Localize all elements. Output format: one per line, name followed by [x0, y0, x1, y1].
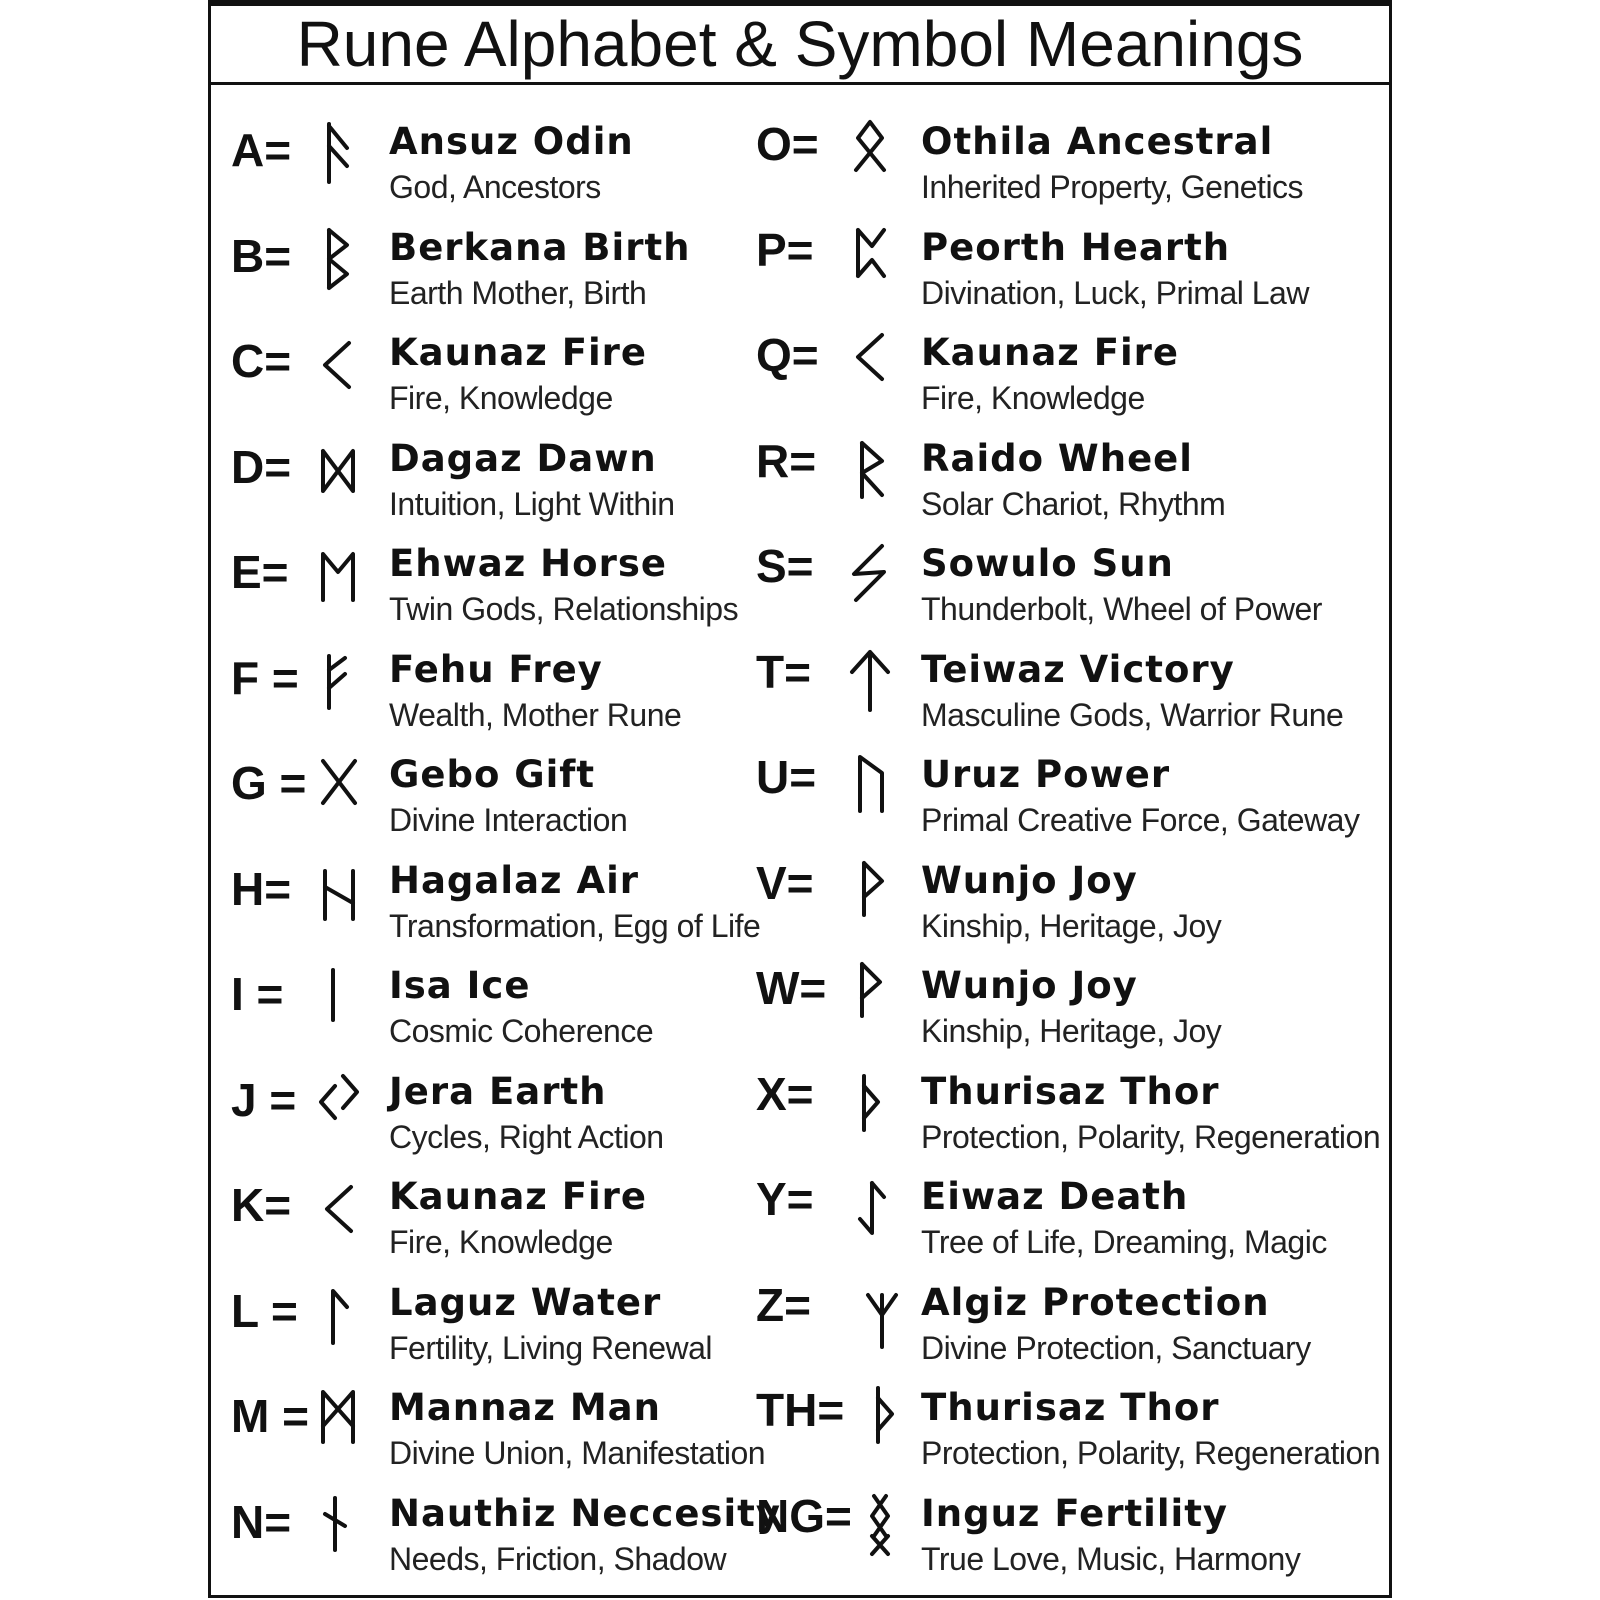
rune-name: Ansuz Odin: [389, 120, 634, 163]
kaunaz-rune-icon: [317, 1175, 363, 1241]
entry-letter: O=: [756, 118, 819, 170]
rune-entry: [231, 534, 771, 640]
rune-name: Kaunaz Fire: [921, 331, 1180, 374]
othila-rune-icon: [848, 120, 894, 186]
left-column: [231, 112, 781, 1589]
jera-rune-icon: [317, 1070, 363, 1136]
rune-meaning: Protection, Polarity, Regeneration: [921, 1118, 1381, 1155]
rune-name: Inguz Fertility: [921, 1491, 1229, 1535]
rune-name: Thurisaz Thor: [921, 1386, 1220, 1429]
entry-letter: P=: [756, 223, 814, 276]
rune-meaning: Cosmic Coherence: [389, 1013, 654, 1049]
rune-entry: [756, 851, 1376, 957]
rune-meaning: Cycles, Right Action: [389, 1118, 664, 1155]
rune-entry: [756, 1378, 1381, 1484]
rune-meaning: Kinship, Heritage, Joy: [921, 1013, 1222, 1049]
rune-entry: [756, 1484, 1376, 1590]
rune-name: Teiwaz Victory: [921, 647, 1235, 691]
rune-name: Raido Wheel: [921, 436, 1193, 480]
thurisaz-rune-icon: [848, 1386, 894, 1452]
rune-name: Gebo Gift: [389, 753, 596, 796]
rune-name: Fehu Frey: [389, 647, 603, 691]
rune-name: Wunjo Joy: [921, 964, 1138, 1007]
mannaz-rune-icon: [317, 1386, 363, 1452]
rune-name: Thurisaz Thor: [921, 1069, 1220, 1113]
rune-name: Berkana Birth: [389, 225, 691, 269]
rune-meaning: Earth Mother, Birth: [389, 274, 647, 311]
rune-entry: [756, 323, 1376, 429]
entry-letter: J =: [231, 1073, 297, 1126]
entry-letter: A=: [231, 124, 292, 176]
rune-entry: [756, 1167, 1376, 1273]
rune-meaning: Intuition, Light Within: [389, 485, 675, 522]
rune-name: Mannaz Man: [389, 1386, 661, 1429]
wunjo-rune-icon: [848, 964, 894, 1030]
rune-meaning: Fertility, Living Renewal: [389, 1329, 713, 1366]
entry-letter: K=: [231, 1179, 292, 1231]
entry-letter: Q=: [756, 329, 819, 381]
rune-meaning: Thunderbolt, Wheel of Power: [921, 591, 1322, 627]
entry-letter: W=: [756, 962, 827, 1014]
rune-meaning: True Love, Music, Harmony: [921, 1540, 1301, 1577]
rune-entry: [231, 1167, 771, 1273]
rune-entry: [756, 112, 1376, 218]
rune-meaning: Solar Chariot, Rhythm: [921, 485, 1226, 522]
rune-name: Peorth Hearth: [921, 225, 1231, 269]
rune-meaning: Divination, Luck, Primal Law: [921, 274, 1309, 311]
entry-letter: E=: [231, 546, 289, 598]
rune-meaning: Divine Protection, Sanctuary: [921, 1329, 1311, 1366]
rune-name: Laguz Water: [389, 1280, 662, 1324]
rune-entry: [231, 323, 771, 429]
rune-meaning: God, Ancestors: [389, 169, 601, 205]
rune-name: Kaunaz Fire: [389, 1175, 648, 1218]
entry-letter: S=: [756, 540, 814, 592]
entry-letter: M =: [231, 1390, 309, 1442]
entry-letter: Z=: [756, 1278, 811, 1331]
entry-letter: X=: [756, 1067, 814, 1120]
rune-name: Kaunaz Fire: [389, 331, 648, 374]
rune-meaning: Wealth, Mother Rune: [389, 696, 682, 733]
entry-letter: N=: [231, 1495, 292, 1548]
entry-letter: H=: [231, 862, 292, 915]
rune-name: Dagaz Dawn: [389, 436, 657, 480]
rune-entry: [231, 851, 771, 957]
entry-letter: B=: [231, 229, 292, 282]
rune-entry: [231, 112, 771, 218]
rune-meaning: Tree of Life, Dreaming, Magic: [921, 1224, 1327, 1260]
rune-name: Isa Ice: [389, 964, 531, 1007]
rune-name: Wunjo Joy: [921, 858, 1138, 902]
rune-meaning: Twin Gods, Relationships: [389, 591, 739, 627]
rune-entry: [756, 745, 1376, 851]
rune-entry: [756, 640, 1376, 746]
fehu-rune-icon: [317, 648, 363, 714]
sowulo-rune-icon: [848, 542, 894, 608]
rune-meaning: Fire, Knowledge: [389, 1224, 613, 1260]
rune-name: Eiwaz Death: [921, 1175, 1189, 1218]
nauthiz-rune-icon: [317, 1492, 363, 1558]
rune-name: Hagalaz Air: [389, 858, 640, 902]
entry-letter: I =: [231, 968, 284, 1020]
rune-meaning: Masculine Gods, Warrior Rune: [921, 696, 1344, 733]
page-title: Rune Alphabet & Symbol Meanings: [211, 6, 1389, 85]
rune-entry: [231, 1273, 771, 1379]
rune-name: Ehwaz Horse: [389, 542, 667, 585]
inguz-rune-icon: [848, 1492, 894, 1558]
rune-name: Nauthiz Neccesity: [389, 1491, 781, 1535]
rune-name: Sowulo Sun: [921, 542, 1174, 585]
entry-letter: D=: [231, 440, 292, 493]
rune-entry: [756, 218, 1376, 324]
entry-letter: V=: [756, 856, 814, 909]
rune-name: Jera Earth: [389, 1069, 607, 1113]
entry-letter: C=: [231, 335, 292, 387]
entry-letter: NG=: [756, 1489, 852, 1542]
rune-entry: [231, 1484, 781, 1590]
hagalaz-rune-icon: [317, 859, 363, 925]
entry-letter: G =: [231, 757, 307, 809]
peorth-rune-icon: [848, 226, 894, 292]
rune-meaning: Fire, Knowledge: [921, 380, 1145, 416]
rune-entry: [756, 429, 1376, 535]
rune-meaning: Divine Interaction: [389, 802, 628, 838]
entry-letter: U=: [756, 751, 817, 803]
rune-name: Othila Ancestral: [921, 120, 1274, 163]
rune-chart-sheet: [208, 0, 1392, 1598]
rune-name: Algiz Protection: [921, 1280, 1270, 1324]
rune-entry: [231, 956, 771, 1062]
rune-entry: [231, 218, 771, 324]
rune-name: Uruz Power: [921, 753, 1171, 796]
dagaz-rune-icon: [317, 437, 363, 503]
algiz-rune-icon: [848, 1281, 894, 1347]
rune-entry: [231, 640, 771, 746]
rune-entry: [756, 534, 1376, 640]
rune-entry: [756, 1062, 1381, 1168]
rune-meaning: Transformation, Egg of Life: [389, 907, 761, 944]
entry-letter: TH=: [756, 1384, 845, 1436]
right-column: [756, 112, 1381, 1589]
uruz-rune-icon: [848, 753, 894, 819]
rune-entry: [231, 745, 771, 851]
rune-meaning: Protection, Polarity, Regeneration: [921, 1435, 1381, 1471]
rune-entry: [231, 1378, 771, 1484]
gebo-rune-icon: [317, 753, 363, 819]
thurisaz-rune-icon: [848, 1070, 894, 1136]
rune-entry: [231, 429, 771, 535]
rune-meaning: Divine Union, Manifestation: [389, 1435, 766, 1471]
rune-meaning: Primal Creative Force, Gateway: [921, 802, 1360, 838]
entry-letter: L =: [231, 1284, 298, 1337]
entry-letter: R=: [756, 434, 817, 487]
wunjo-rune-icon: [848, 859, 894, 925]
raido-rune-icon: [848, 437, 894, 503]
eiwaz-rune-icon: [848, 1175, 894, 1241]
entry-letter: F =: [231, 651, 299, 704]
rune-entry: [756, 1273, 1376, 1379]
rune-meaning: Fire, Knowledge: [389, 380, 613, 416]
berkana-rune-icon: [317, 226, 363, 292]
kaunaz-rune-icon: [317, 331, 363, 397]
teiwaz-rune-icon: [848, 648, 894, 714]
isa-rune-icon: [317, 964, 363, 1030]
rune-meaning: Inherited Property, Genetics: [921, 169, 1304, 205]
ansuz-rune-icon: [317, 120, 363, 186]
rune-entry: [231, 1062, 771, 1168]
ehwaz-rune-icon: [317, 542, 363, 608]
kaunaz-rune-icon: [848, 331, 894, 397]
entry-letter: T=: [756, 645, 811, 698]
entry-letter: Y=: [756, 1173, 814, 1225]
rune-entry: [756, 956, 1376, 1062]
rune-meaning: Needs, Friction, Shadow: [389, 1540, 727, 1577]
rune-meaning: Kinship, Heritage, Joy: [921, 907, 1222, 944]
laguz-rune-icon: [317, 1281, 363, 1347]
